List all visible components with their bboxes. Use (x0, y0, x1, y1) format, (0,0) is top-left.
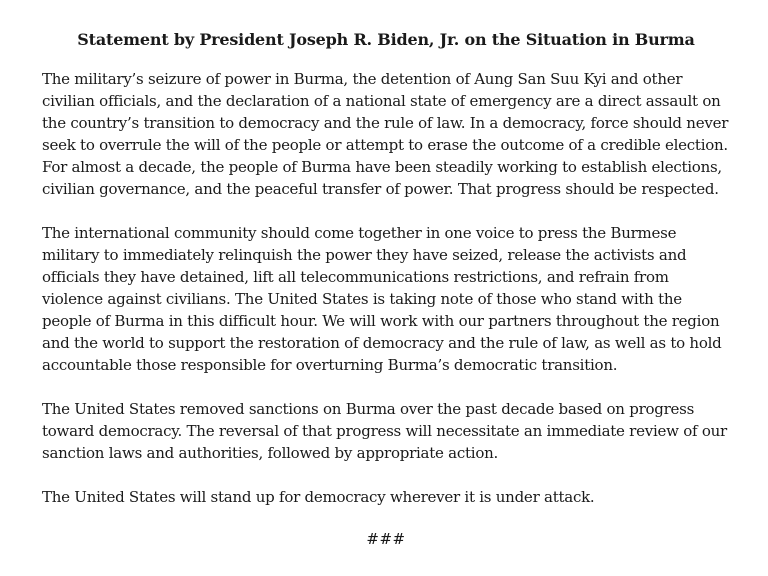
paragraph-2: The international community should come together in one voice to press the Burmese military to immediately relinquish the power they have seized, release the activists and officials they have detained, lift all telecommunications restrictions, and refrain from violence against civilians. The United States is taking note of those who stand with the people of Burma in this difficult hour. We will work with our partners throughout the region and the world to support the restoration of democracy and the rule of law, as well as to hold accountable those responsible for overturning Burma’s democratic transition. (42, 224, 722, 374)
paragraph-3: The United States removed sanctions on Burma over the past decade based on progress toward democracy. The reversal of that progress will necessitate an immediate review of our sanction laws and authorities, followed by appropriate action. (42, 400, 727, 462)
paragraph-4: The United States will stand up for democracy wherever it is under attack. (42, 488, 595, 506)
end-mark: ### (366, 530, 406, 548)
statement-title: Statement by President Joseph R. Biden, Jr. on the Situation in Burma (77, 30, 695, 49)
paragraph-1: The military’s seizure of power in Burma, the detention of Aung San Suu Kyi and other civilian officials, and the declaration of a national state of emergency are a direct assault on the country’s transition to democracy and the rule of law. In a democracy, force should never seek to overrule the will of the people or attempt to erase the outcome of a credible election. For almost a decade, the people of Burma have been steadily working to establish elections, civilian governance, and the peaceful transfer of power. That progress should be respected. (42, 70, 729, 198)
